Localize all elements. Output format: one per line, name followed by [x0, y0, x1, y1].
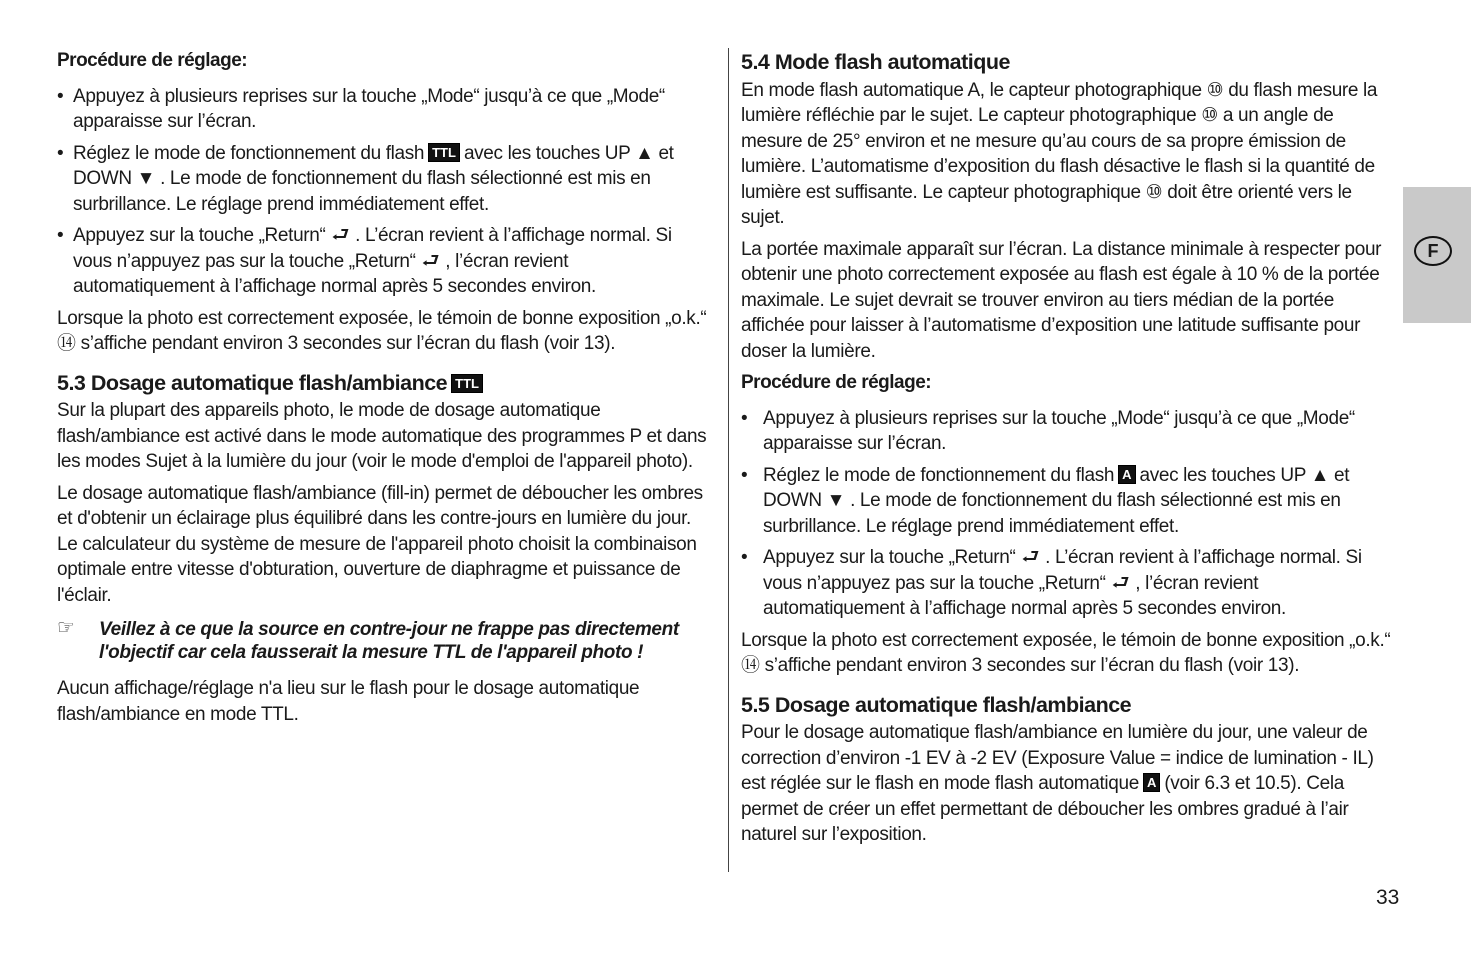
bullet-text-after: avec les touches UP ▲ et DOWN ▼ . Le mode de fonctionnement du flash sélectionné est mis en surbrillance. Le réglage prend immédiatement effet.: [73, 142, 674, 215]
bullet-dot: •: [741, 547, 748, 568]
bullet-item: [57, 84, 712, 135]
bullet-text-before: Réglez le mode de fonctionnement du flash: [73, 142, 425, 164]
bullet-dot: •: [57, 85, 64, 107]
left-column: [57, 48, 712, 733]
bullet-text-before: Appuyez sur la touche „Return“: [763, 547, 1016, 568]
bullet-text-after: , l’écran revient automatiquement à l’affichage normal après 5 secondes environ.: [73, 250, 596, 297]
bullet-text-before: Appuyez sur la touche „Return“: [73, 225, 326, 246]
bullet-text-mid: . L’écran revient à l’affichage normal. Si vous n’appuyez pas sur la touche „Return“: [763, 547, 1362, 594]
bullet-dot: •: [57, 142, 64, 164]
return-icon: ⮐: [421, 249, 440, 272]
bullet-text: Appuyez à plusieurs reprises sur la touche „Mode“ jusqu’à ce que „Mode“ apparaisse sur l’écran.: [763, 407, 1355, 454]
paragraph-text-before: Pour le dosage automatique flash/ambiance en lumière du jour, une valeur de correction d’environ -1 EV à -2 EV (Exposure Value = indice de lumination - IL) est réglée sur le flash en mode flash automatique: [741, 722, 1374, 794]
auto-mode-badge: A: [1143, 773, 1160, 792]
paragraph: Sur la plupart des appareils photo, le mode de dosage automatique flash/ambiance est activé dans le mode automatique des programmes P et dans les modes Sujet à la lumière du jour (voir le mode d'emploi de l'appareil photo).: [57, 400, 707, 472]
ttl-mode-badge: TTL: [428, 143, 460, 162]
paragraph: Le dosage automatique flash/ambiance (fill-in) permet de déboucher les ombres et d'obtenir un éclairage plus équilibré dans les contre-jours en lumière du jour. Le calculateur du système de mesure de l'appareil photo choisit la combinaison optimale entre vitesse d'obturation, ouverture de diaphragme et puissance de l'éclair.: [57, 482, 703, 606]
paragraph: Aucun affichage/réglage n'a lieu sur le flash pour le dosage automatique flash/ambiance en mode TTL.: [57, 678, 640, 725]
paragraph-text-after: (voir 6.3 et 10.5). Cela permet de créer un effet permettant de déboucher les ombres gradué à l’air naturel sur l’exposition.: [741, 773, 1349, 845]
exposure-paragraph: Lorsque la photo est correctement exposée, le témoin de bonne exposition „o.k.“ ⑭ s’affiche pendant environ 3 secondes sur l’écran du flash (voir 13).: [741, 629, 1391, 676]
section-5-4-title: 5.4 Mode flash automatique: [741, 50, 1010, 74]
page-number: 33: [1376, 886, 1400, 909]
bullet-text-before: Réglez le mode de fonctionnement du flash: [763, 464, 1115, 486]
right-column: [741, 50, 1396, 854]
warning-note: [57, 618, 712, 664]
bullet-item: [57, 223, 712, 300]
section-title-text: 5.3 Dosage automatique flash/ambiance: [57, 370, 448, 395]
bullet-text-after: avec les touches UP ▲ et DOWN ▼ . Le mode de fonctionnement du flash sélectionné est mis en surbrillance. Le réglage prend immédiatement effet.: [763, 464, 1350, 537]
paragraph: [741, 720, 1396, 848]
bullet-item: [741, 545, 1396, 622]
section-5-5-title: 5.5 Dosage automatique flash/ambiance: [741, 692, 1132, 717]
bullet-text-after: , l’écran revient automatiquement à l’affichage normal après 5 secondes environ.: [763, 572, 1286, 619]
bullet-dot: •: [741, 407, 748, 429]
language-marker: F: [1414, 236, 1452, 266]
procedure-heading: Procédure de réglage:: [741, 372, 932, 393]
pointing-hand-icon: ☞: [57, 617, 75, 639]
bullet-item: [57, 141, 712, 218]
bullet-text-mid: . L’écran revient à l’affichage normal. Si vous n’appuyez pas sur la touche „Return“: [73, 225, 672, 272]
bullet-dot: •: [57, 225, 64, 246]
return-icon: ⮐: [1021, 546, 1040, 568]
column-divider: [728, 48, 729, 872]
bullet-item: [741, 463, 1396, 540]
exposure-paragraph: Lorsque la photo est correctement exposée, le témoin de bonne exposition „o.k.“ ⑭ s’affiche pendant environ 3 secondes sur l’écran du flash (voir 13).: [57, 307, 707, 354]
bullet-item: [741, 406, 1396, 457]
ttl-mode-badge: TTL: [451, 374, 483, 393]
return-icon: ⮐: [331, 224, 350, 246]
return-icon: ⮐: [1111, 571, 1130, 594]
paragraph: En mode flash automatique A, le capteur photographique ⑩ du flash mesure la lumière réfléchie par le sujet. Le capteur photographique ⑩ a un angle de mesure de 25° environ et ne mesure qu’au cours de sa propre émission de lumière. L’automatisme d’exposition du flash désactive le flash si la quantité de lumière est suffisante. Le capteur photographique ⑩ doit être orienté vers le sujet.: [741, 79, 1378, 228]
bullet-text: Appuyez à plusieurs reprises sur la touche „Mode“ jusqu’à ce que „Mode“ apparaisse sur l’écran.: [73, 85, 665, 132]
procedure-heading: Procédure de réglage:: [57, 50, 248, 71]
section-5-3-title: [57, 371, 712, 397]
bullet-dot: •: [741, 464, 748, 486]
paragraph: La portée maximale apparaît sur l’écran. La distance minimale à respecter pour obtenir une photo correctement exposée au flash est égale à 10 % de la portée maximale. Le sujet devrait se trouver environ au tiers médian de la portée affichée pour laisser à l’automatisme d’exposition une latitude suffisante pour doser la lumière.: [741, 238, 1382, 362]
auto-mode-badge: A: [1118, 465, 1135, 484]
note-text: Veillez à ce que la source en contre-jour ne frappe pas directement l'objectif car cela fausserait la mesure TTL de l'appareil photo !: [99, 619, 679, 663]
